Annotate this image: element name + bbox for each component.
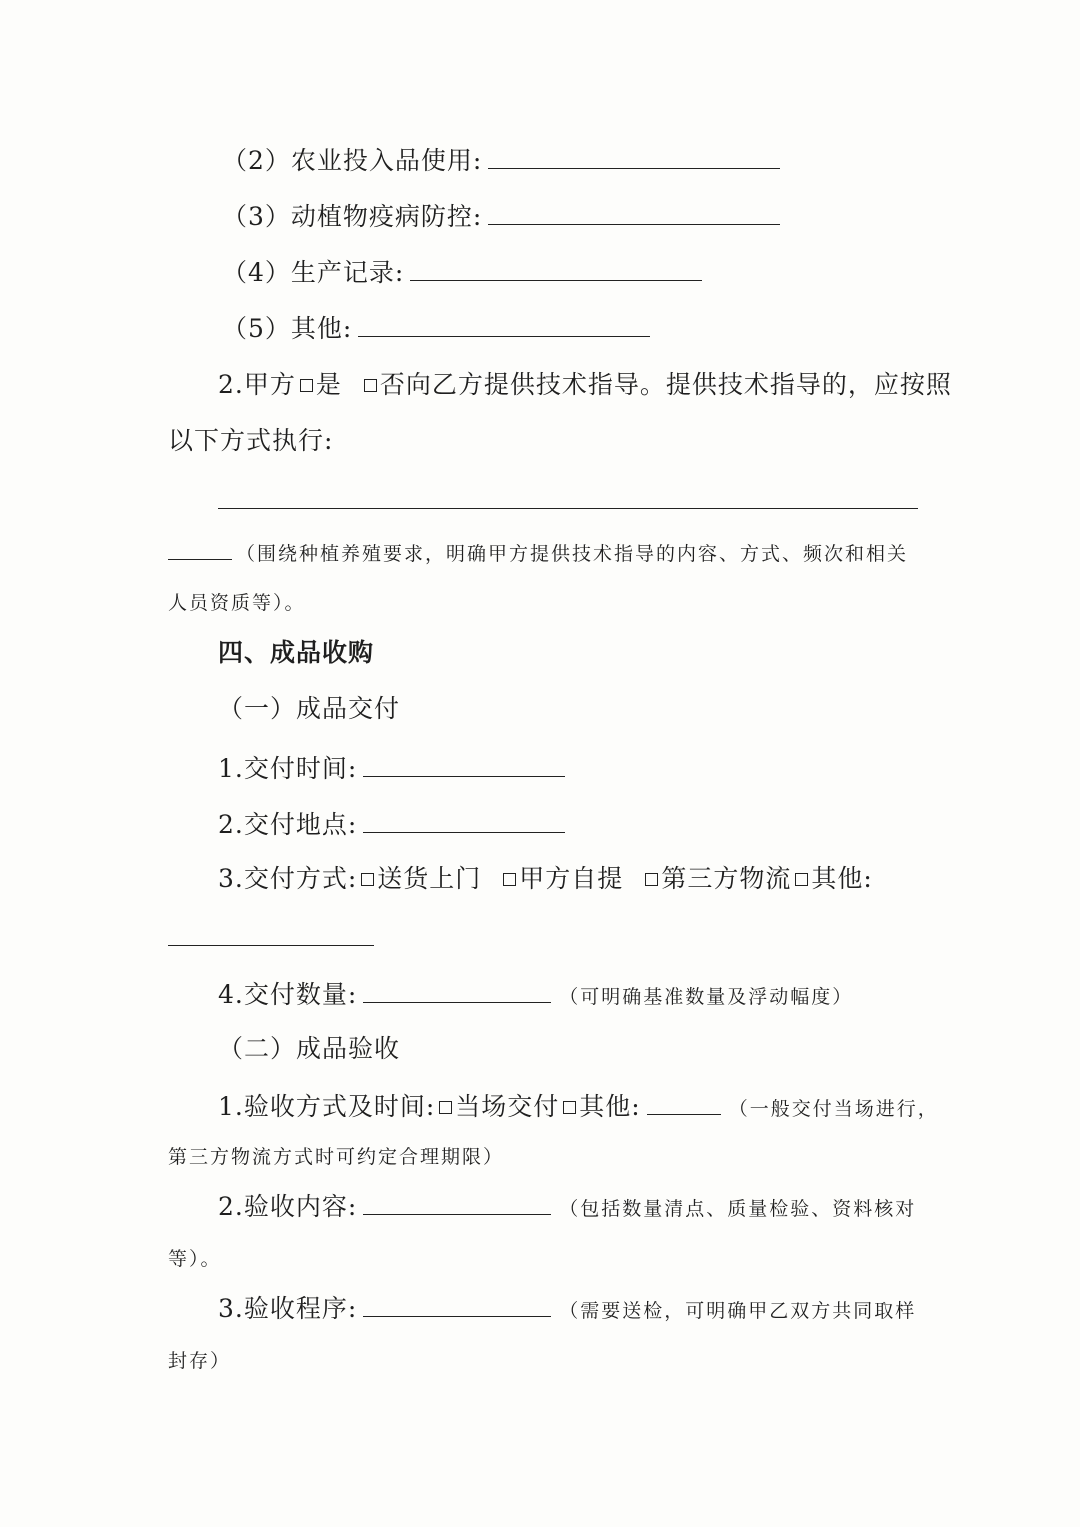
- section-heading-text: 四、成品收购: [218, 638, 375, 667]
- yes-checkbox[interactable]: [300, 379, 313, 392]
- door-delivery-label: 送货上门: [377, 864, 482, 893]
- acceptance-content: [218, 1188, 916, 1226]
- delivery-place-label: 2.交付地点:: [218, 810, 358, 839]
- subsection-delivery: [218, 692, 400, 726]
- other-method-blank-line[interactable]: [168, 945, 374, 946]
- tech-guidance-note-text: （围绕种植养殖要求，明确甲方提供技术指导的内容、方式、频次和相关: [236, 543, 909, 565]
- delivery-method: [218, 862, 873, 896]
- acceptance-method-note-cont: [168, 1140, 504, 1174]
- disease-control-blank[interactable]: [488, 198, 780, 225]
- acceptance-content-note-2: 等）。: [168, 1248, 222, 1270]
- yes-label: 是: [315, 370, 342, 399]
- no-checkbox[interactable]: [364, 379, 377, 392]
- tech-guidance-paragraph: [218, 368, 952, 402]
- tech-guidance-note-blank[interactable]: [168, 539, 232, 560]
- other-method-checkbox[interactable]: [795, 873, 808, 886]
- door-delivery-checkbox[interactable]: [361, 873, 374, 886]
- delivery-quantity-label: 4.交付数量:: [218, 980, 358, 1009]
- delivery-time: [218, 750, 565, 786]
- delivery-quantity: [218, 976, 853, 1014]
- delivery-method-label: 3.交付方式:: [218, 864, 358, 893]
- acceptance-other-checkbox[interactable]: [563, 1101, 576, 1114]
- delivery-place-blank[interactable]: [363, 806, 565, 833]
- other-blank[interactable]: [358, 310, 650, 337]
- self-pickup-label: 甲方自提: [519, 864, 624, 893]
- acceptance-content-label: 2.验收内容:: [218, 1192, 358, 1221]
- third-party-logistics-checkbox[interactable]: [645, 873, 658, 886]
- tech-guidance-note-text-2: 人员资质等）。: [168, 592, 306, 614]
- third-party-logistics-label: 第三方物流: [661, 864, 792, 893]
- acceptance-other-label: 其他:: [579, 1092, 641, 1121]
- acceptance-content-note: （包括数量清点、质量检验、资料核对: [559, 1198, 917, 1220]
- self-pickup-checkbox[interactable]: [503, 873, 516, 886]
- tech-guidance-prefix: 2.甲方: [218, 370, 296, 399]
- acceptance-method-note: （一般交付当场进行，: [728, 1098, 939, 1120]
- subsection-acceptance: [218, 1032, 400, 1066]
- acceptance-method: [218, 1088, 939, 1126]
- on-site-delivery-label: 当场交付: [455, 1092, 560, 1121]
- delivery-place: [218, 806, 565, 842]
- acceptance-procedure-note: （需要送检，可明确甲乙双方共同取样: [559, 1300, 917, 1322]
- acceptance-method-note-2: 第三方物流方式时可约定合理期限）: [168, 1146, 505, 1168]
- acceptance-content-blank[interactable]: [363, 1188, 551, 1215]
- item-agri-inputs: [222, 142, 780, 178]
- subsection-delivery-title: （一）成品交付: [218, 694, 401, 723]
- tech-guidance-note: [168, 537, 908, 571]
- tech-guidance-blank-line[interactable]: [218, 508, 918, 509]
- tech-guidance-method-label: 以下方式执行:: [168, 426, 334, 455]
- item-production-record: [222, 254, 702, 290]
- acceptance-procedure-blank[interactable]: [363, 1290, 551, 1317]
- acceptance-other-blank[interactable]: [647, 1088, 721, 1115]
- other-method-label: 其他:: [811, 864, 873, 893]
- delivery-quantity-note: （可明确基准数量及浮动幅度）: [559, 986, 854, 1008]
- acceptance-procedure-note-2: 封存）: [168, 1350, 232, 1372]
- subsection-acceptance-title: （二）成品验收: [218, 1034, 401, 1063]
- agri-inputs-blank[interactable]: [488, 142, 780, 169]
- item-production-record-label: （4）生产记录:: [222, 258, 405, 287]
- tech-guidance-note-cont: [168, 586, 306, 620]
- item-other: [222, 310, 650, 346]
- acceptance-content-note-cont: [168, 1242, 222, 1276]
- tech-guidance-text: 否向乙方提供技术指导。提供技术指导的，应按照: [379, 370, 952, 399]
- acceptance-procedure-note-cont: [168, 1344, 231, 1378]
- section-heading: [218, 636, 374, 670]
- item-disease-control-label: （3）动植物疫病防控:: [222, 202, 483, 231]
- item-agri-inputs-label: （2）农业投入品使用:: [222, 146, 483, 175]
- delivery-time-blank[interactable]: [363, 750, 565, 777]
- on-site-delivery-checkbox[interactable]: [439, 1101, 452, 1114]
- delivery-quantity-blank[interactable]: [363, 976, 551, 1003]
- acceptance-procedure: [218, 1290, 916, 1328]
- item-other-label: （5）其他:: [222, 314, 353, 343]
- tech-guidance-continuation: [168, 424, 333, 458]
- production-record-blank[interactable]: [410, 254, 702, 281]
- item-disease-control: [222, 198, 780, 234]
- acceptance-method-label: 1.验收方式及时间:: [218, 1092, 436, 1121]
- delivery-time-label: 1.交付时间:: [218, 754, 358, 783]
- acceptance-procedure-label: 3.验收程序:: [218, 1294, 358, 1323]
